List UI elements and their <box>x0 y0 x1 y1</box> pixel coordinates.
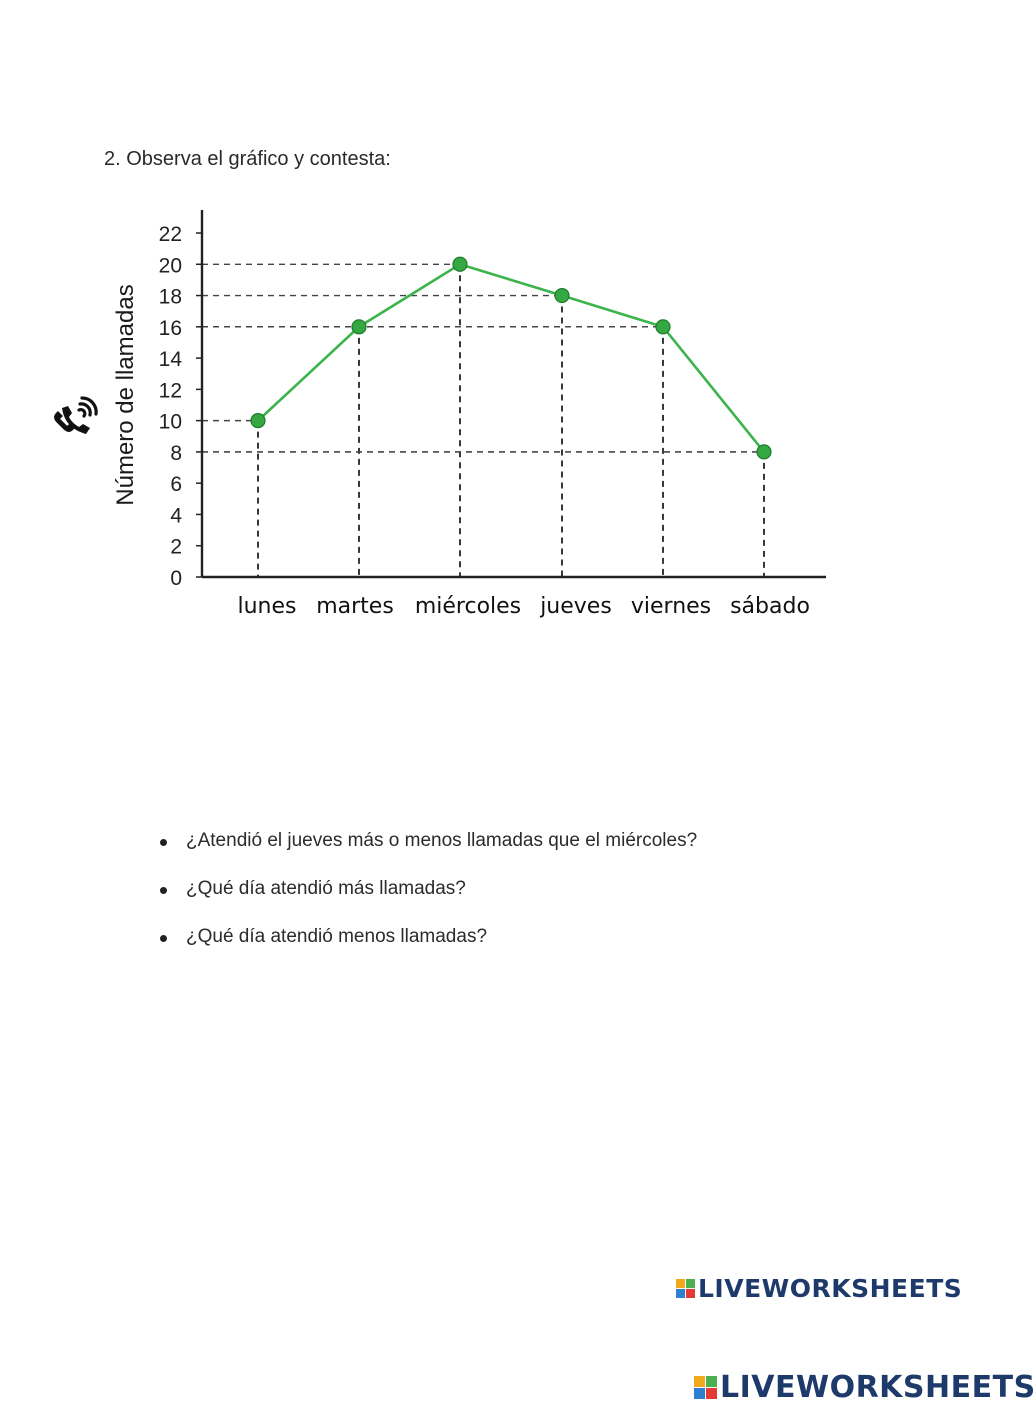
y-tick-label: 6 <box>170 473 182 497</box>
brand-logo <box>694 1370 1036 1405</box>
instruction-text: 2. Observa el gráfico y contesta: <box>104 148 391 170</box>
data-point-miércoles <box>453 257 467 271</box>
y-tick-label: 2 <box>170 535 182 559</box>
data-point-lunes <box>251 414 265 428</box>
x-tick-label: sábado <box>730 594 810 619</box>
x-tick-label: lunes <box>237 594 297 619</box>
y-tick-label: 8 <box>170 441 182 465</box>
question-item: ¿Qué día atendió menos llamadas? <box>160 926 697 974</box>
line-chart <box>0 0 1000 620</box>
question-item: ¿Atendió el jueves más o menos llamadas que el miércoles? <box>160 830 697 878</box>
data-point-martes <box>352 320 366 334</box>
x-tick-label: viernes <box>630 594 712 619</box>
y-tick-label: 22 <box>158 223 182 246</box>
x-tick-label: miércoles <box>414 594 522 619</box>
y-tick-label: 10 <box>158 410 182 434</box>
question-item: ¿Qué día atendió más llamadas? <box>160 878 697 926</box>
series-line <box>258 264 764 452</box>
y-tick-label: 4 <box>170 504 182 528</box>
y-tick-label: 18 <box>158 285 182 309</box>
question-list <box>160 830 697 974</box>
x-tick-label: jueves <box>540 594 612 619</box>
data-point-jueves <box>555 289 569 303</box>
y-tick-label: 20 <box>158 254 182 278</box>
phone-ringing-icon <box>52 392 104 440</box>
y-axis-label: Número de llamadas <box>112 284 139 506</box>
y-tick-label: 16 <box>158 316 182 340</box>
data-point-viernes <box>656 320 670 334</box>
y-tick-label: 12 <box>158 379 182 403</box>
brand-logo <box>676 1274 962 1303</box>
data-point-sábado <box>757 445 771 459</box>
brand-logo-icon <box>676 1279 695 1298</box>
y-tick-label: 0 <box>170 567 182 590</box>
brand-logo-icon <box>694 1376 717 1399</box>
brand-text: LIVEWORKSHEETS <box>720 1370 1036 1405</box>
x-tick-label: martes <box>316 594 394 619</box>
brand-text: LIVEWORKSHEETS <box>698 1274 963 1303</box>
y-tick-label: 14 <box>158 348 182 372</box>
